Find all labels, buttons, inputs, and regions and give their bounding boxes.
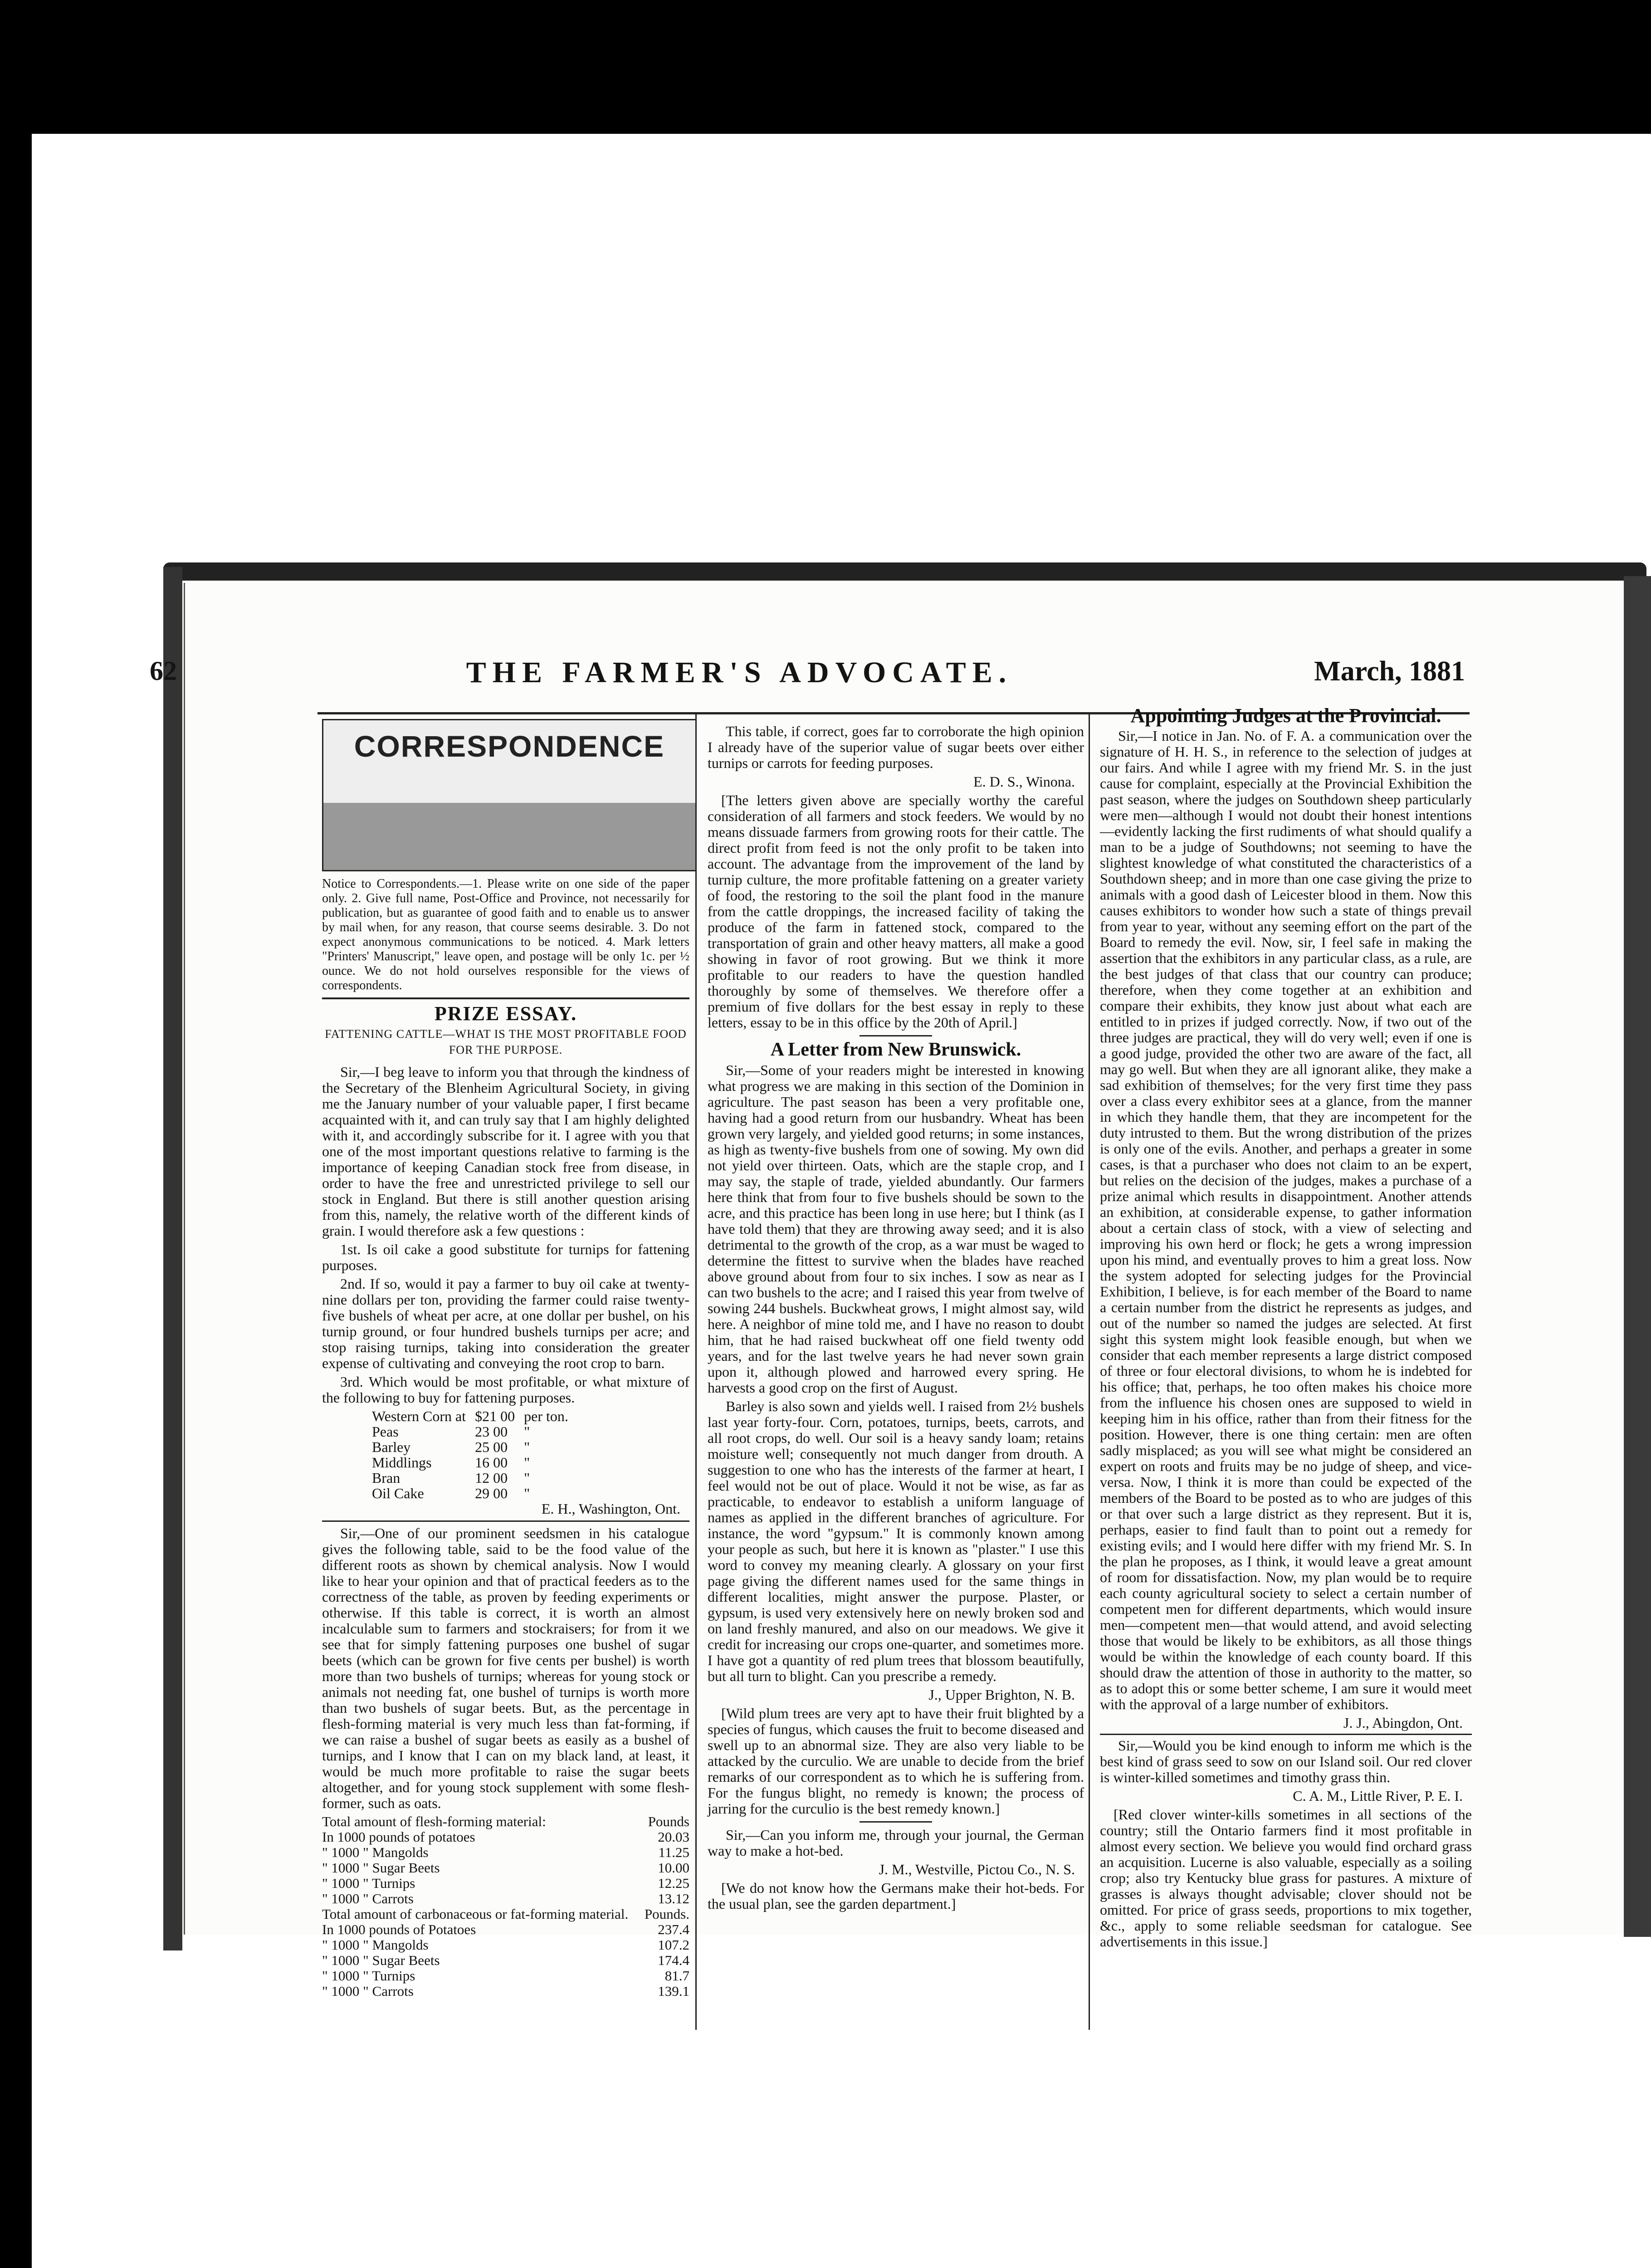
signature: E. D. S., Winona.	[973, 773, 1075, 790]
section-rule	[1100, 1734, 1472, 1735]
section-rule	[322, 997, 689, 999]
table-row: Oil Cake 29 00 "	[372, 1485, 530, 1501]
table-row: Western Corn at $21 00 per ton.	[372, 1408, 568, 1424]
banner-field-scene	[323, 803, 695, 870]
table-row: " 1000 " Sugar Beets 10.00	[322, 1860, 689, 1876]
masthead-title: THE FARMER'S ADVOCATE.	[466, 656, 1013, 689]
essay-question-1: 1st. Is oil cake a good substitute for turnips for fattening purposes.	[322, 1241, 689, 1273]
section-rule	[860, 1035, 932, 1036]
table-row: In 1000 pounds of Potatoes 237.4	[322, 1921, 689, 1937]
letter-paragraph: Sir,—Can you inform me, through your journal, the German way to make a hot-bed.	[708, 1827, 1084, 1859]
table-row: " 1000 " Carrots 139.1	[322, 1983, 689, 1999]
scanner-frame-top	[0, 0, 1651, 136]
notice-to-correspondents: Notice to Correspondents.—1. Please write on one side of the paper only. 2. Give full name, Post-Office and Province, not necessarily for publication, but as guarantee of good faith and to enable us to answer by mail when, for any reason, that course seems desirable. 3. Do not expect anonymous communications to be noticed. 4. Mark letters "Printers' Manuscript," leave open, and postage will be only 1c. per ½ ounce. We do not hold ourselves responsible for the views of correspondents.	[322, 877, 689, 992]
section-rule	[860, 1821, 932, 1823]
editor-note: [Wild plum trees are very apt to have their fruit blighted by a species of fungus, which causes the fruit to become diseased and swell up to an abnormal size. They are also very liable to be attacked by the curculio. We are unable to decide from the brief remarks of our correspondent as to which he is suffering from. For the fungus blight, no remedy is known; the process of jarring for the curculio is the best remedy known.]	[708, 1705, 1084, 1817]
signature: J. J., Abingdon, Ont.	[1343, 1715, 1463, 1731]
issue-date: March, 1881	[1314, 656, 1465, 687]
table-row: Bran 12 00 "	[372, 1470, 530, 1486]
letter-paragraph: Sir,—One of our prominent seedsmen in his catalogue gives the following table, said to be the food value of the different roots as shown by chemical analysis. Now I would like to hear your opinion and that of practical feeders as to the correctness of the table, as proven by feeding experiments or otherwise. If this table is correct, it is worth an almost incalculable sum to farmers and stockraisers; for from it we see that for simply fattening purposes one bushel of sugar beets (which can be grown for five cents per bushel) is worth more than two bushels of turnips; whereas for young stock or animals not needing fat, one bushel of turnips is worth more than two bushels of sugar beets. But, as the percentage in flesh-forming material is very much less than fat-forming, if we can raise a bushel of sugar beets as easily as a bushel of turnips, and I know that I can on my black land, at least, it would be much more profitable to raise the sugar beets altogether, and for young stock supplement with some flesh-former, such as oats.	[322, 1525, 689, 1811]
banner-title: CORRESPONDENCE	[354, 729, 665, 763]
table-row: " 1000 " Sugar Beets 174.4	[322, 1952, 689, 1968]
fat-forming-table	[322, 1906, 689, 1999]
table-row: " 1000 " Turnips 81.7	[322, 1968, 689, 1984]
table-row: Peas 23 00 "	[372, 1423, 530, 1440]
table-row: " 1000 " Turnips 12.25	[322, 1875, 689, 1891]
editor-note: [Red clover winter-kills sometimes in all sections of the country; still the Ontario farmers find it most profitable in almost every section. We believe you would find orchard grass an acquisition. Lucerne is also valuable, especially as a soiling crop; also try Kentucky blue grass for pastures. A mixture of grasses is always thought advisable; clover should not be omitted. For price of grass seeds, proportions to mix together, &c., apply to some reliable seedsman for catalogue. See advertisements in this issue.]	[1100, 1806, 1472, 1950]
essay-paragraph: Sir,—I beg leave to inform you that through the kindness of the Secretary of the Blenheim Agricultural Society, in giving me the January number of your valuable paper, I first became acquainted with it, and can truly say that I am highly delighted with it, and accordingly subscribe for it. I agree with you that one of the most important questions relative to farming is the importance of keeping Canadian stock free from disease, in order to have the free and unrestricted privilege to sell our stock in England. But there is still another question arising from this, namely, the relative worth of the different kinds of grain. I would therefore ask a few questions :	[322, 1064, 689, 1239]
table-row: Barley 25 00 "	[372, 1439, 530, 1455]
page-number: 62	[150, 656, 177, 686]
essay-question-2: 2nd. If so, would it pay a farmer to buy oil cake at twenty-nine dollars per ton, providing the farmer could raise twenty-five bushels of wheat per acre, at one dollar per bushel, on his turnip ground, or four hundred bushels turnips per acre; and stop raising turnips, taking into consideration the greater expense of cultivating and conveying the root crop to barn.	[322, 1276, 689, 1371]
table-row: In 1000 pounds of potatoes 20.03	[322, 1829, 689, 1845]
editor-note: [The letters given above are specially worthy the careful consideration of all farmers and stock feeders. We would by no means dissuade farmers from growing roots for their cattle. The direct profit from feed is not the only profit to be taken into account. The advantage from the improvement of the land by turnip culture, the more profitable fattening on a greater variety of food, the restoring to the soil the plant food in the manure from the cattle droppings, the increased facility of taking the produce of the farm in fattened stock, compared to the transportation of grain and other heavy matters, all make a good showing in favor of root growing. But we think it more profitable to our readers to have the question handled thoroughly by some of themselves. We therefore offer a premium of five dollars for the best essay in reply to these letters, essay to be in this office by the 20th of April.]	[708, 792, 1084, 1031]
column-2	[708, 723, 1084, 1915]
table-row: " 1000 " Mangolds 107.2	[322, 1937, 689, 1953]
editor-note: [We do not know how the Germans make their hot-beds. For the usual plan, see the garden department.]	[708, 1880, 1084, 1912]
table-header-row: Total amount of carbonaceous or fat-forming material. Pounds.	[322, 1906, 689, 1922]
book-edge-right	[1624, 576, 1651, 1937]
letter-paragraph: Barley is also sown and yields well. I raised from 2½ bushels last year forty-four. Corn, potatoes, turnips, beets, carrots, and all root crops, do well. Our soil is a heavy sandy loam; retains moisture well; consequently not much danger from drouth. A suggestion to one who has the interests of the farmer at heart, I feel would not be out of place. Would it not be wise, as far as practicable, to endeavor to establish a uniform language of names as applied in the different branches of agriculture. For instance, the word "gypsum." It is commonly known among your people as such, but here it is known as "plaster." I use this word to convey my meaning clearly. A glossary on your first page giving the different names used for the same things in different localities, might answer the purpose. Plaster, or gypsum, is used very extensively here on newly broken sod and on land freshly manured, and also on our meadows. We give it credit for increasing our crops one-quarter, and sometimes more. I have got a quantity of red plum trees that blossom beautifully, but all turn to blight. Can you prescribe a remedy.	[708, 1398, 1084, 1684]
letter-paragraph: Sir,—Some of your readers might be interested in knowing what progress we are making in this section of the Dominion in agriculture. The past season has been a very profitable one, having had a good return from our husbandry. Wheat has been grown very largely, and yielded good returns; in some instances, as high as twenty-five bushels from one of sowing. My own did not yield over thirteen. Oats, which are the staple crop, and I may say, the staple of trade, yielded abundantly. Our farmers here think that from four to five bushels should be sown to the acre, and this practice has been long in use here; but I think (as I have told them) that they are throwing away seed; and it is also detrimental to the growth of the crop, as a war must be waged to determine the fittest to survive when the blades have reached above ground about from four to six inches. I sow as near as I can two bushels to the acre; and I raised this year from twelve of sowing 244 bushels. Buckwheat grows, I might almost say, wild here. A neighbor of mine told me, and I have no reason to doubt him, that he had raised buckwheat off one field twenty odd years, and for the last twelve years he had never sown grain upon it, although plowed and harrowed every spring. He harvests a good crop on the first of August.	[708, 1062, 1084, 1396]
new-brunswick-heading: A Letter from New Brunswick.	[770, 1039, 1021, 1060]
page-header	[150, 655, 1465, 696]
book-cover-edge	[163, 562, 1646, 581]
signature: C. A. M., Little River, P. E. I.	[1293, 1788, 1463, 1804]
book-spine-left	[163, 567, 182, 1950]
letter-paragraph: This table, if correct, goes far to corroborate the high opinion I already have of the superior value of sugar beets over either turnips or carrots for feeding purposes.	[708, 723, 1084, 771]
prize-essay-subheading: FATTENING CATTLE—WHAT IS THE MOST PROFITABLE FOOD FOR THE PURPOSE.	[325, 1027, 687, 1056]
correspondence-banner	[322, 719, 697, 871]
letter-paragraph: Sir,—Would you be kind enough to inform me which is the best kind of grass seed to sow on our Island soil. Our red clover is winter-killed sometimes and timothy grass thin.	[1100, 1737, 1472, 1785]
prize-essay-heading: PRIZE ESSAY.	[434, 1002, 577, 1025]
feed-price-table	[367, 1408, 573, 1501]
section-rule	[322, 1520, 689, 1522]
flesh-forming-table	[322, 1814, 689, 1906]
essay-question-3: 3rd. Which would be most profitable, or what mixture of the following to buy for fattening purposes.	[322, 1374, 689, 1406]
table-row: " 1000 " Carrots 13.12	[322, 1891, 689, 1906]
letter-paragraph: Sir,—I notice in Jan. No. of F. A. a communication over the signature of H. H. S., in reference to the selection of judges at our fairs. And while I agree with my friend Mr. S. in the just cause for complaint, especially at the Provincial Exhibition the past season, where the judges on Southdown sheep particularly were men—although I would not doubt their honest intentions—evidently lacking the first rudiments of what should qualify a man to be a judge of Southdowns; not seeming to have the slightest knowledge of what constituted the characteristics of a Southdown sheep; and in more than one case giving the prize to animals with a good dash of Leicester blood in them. Now this causes exhibitors to wonder how such a state of things prevail from year to year, without any seeming effort on the part of the Board to remedy the evil. Now, sir, I feel safe in making the assertion that the exhibitors in any particular class, as a rule, are the best judges of that class that our country can produce; therefore, when they come together at an exhibition and compare their exhibits, they know just about what each are entitled to in prizes if judged correctly. Now, if two out of the three judges are practical, they will do very well; even if one is a good judge, provided the other two are aware of the fact, all may go well. But when they are all ignorant alike, they make a sad exhibition of themselves; for the very first time they pass over a class every exhibitor sees at a glance, from the manner in which they handle them, that they are incompetent for the duty intrusted to them. But the wrong distribution of the prizes is only one of the evils. Another, and perhaps a greater in some cases, is that a purchaser who does not claim to an be expert, but relies on the decision of the judges, makes a purchase of a prize animal which results in disappointment. Another attends an exhibition, at considerable expense, to gather information about a certain class of stock, with a view of selecting and improving his own herd or flock; he gets a wrong impression upon his mind, and eventually proves to him a great loss. Now the system adopted for selecting judges for the Provincial Exhibition, I believe, is for each member of the Board to name a certain number from the district he represents as judges, and out of the number so named the judges are selected. At first sight this system might look feasible enough, but when we consider that each member represents a large district composed of three or four electoral divisions, to whom he is indebted for his office; that, perhaps, he too often makes his choice more from the influence his chosen ones are supposed to wield in keeping him in his office, rather than from their fitness for the position. However, there is one thing certain: men are often sadly misplaced; as you will see what might be considered an expert on roots and fruits may be no judge of sheep, and vice-versa. Now, I think it is more than could be expected of the members of the Board to be posted as to who are judges of this or that over such a large district as they represent. But it is, perhaps, easier to find fault than to point out a remedy for existing evils; and I would here differ with my friend Mr. S. In the plan he proposes, as I think, it would leave a great amount of room for dissatisfaction. Now, my plan would be to require each county agricultural society to select a certain number of competent men for different departments, which would insure men—competent men—that would attend, and avoid selecting those that would be likely to be exhibitors, as all those things would be within the knowledge of each county board. If this should draw the attention of those in authority to the matter, so as to adopt this or some better scheme, I am sure it would meet with the approval of a large number of exhibitors.	[1100, 728, 1472, 1712]
column-1	[322, 719, 689, 1999]
column-3	[1100, 704, 1472, 1952]
table-row: " 1000 " Mangolds 11.25	[322, 1844, 689, 1860]
signature: E. H., Washington, Ont.	[541, 1501, 680, 1517]
judges-heading: Appointing Judges at the Provincial.	[1130, 704, 1441, 727]
table-row: Middlings 16 00 "	[372, 1454, 530, 1471]
table-header-row: Total amount of flesh-forming material: Pounds	[322, 1813, 689, 1829]
signature: J. M., Westville, Pictou Co., N. S.	[879, 1861, 1075, 1877]
column-rule-1	[695, 714, 697, 2030]
column-rule-2	[1089, 714, 1090, 2030]
signature: J., Upper Brighton, N. B.	[928, 1686, 1075, 1703]
